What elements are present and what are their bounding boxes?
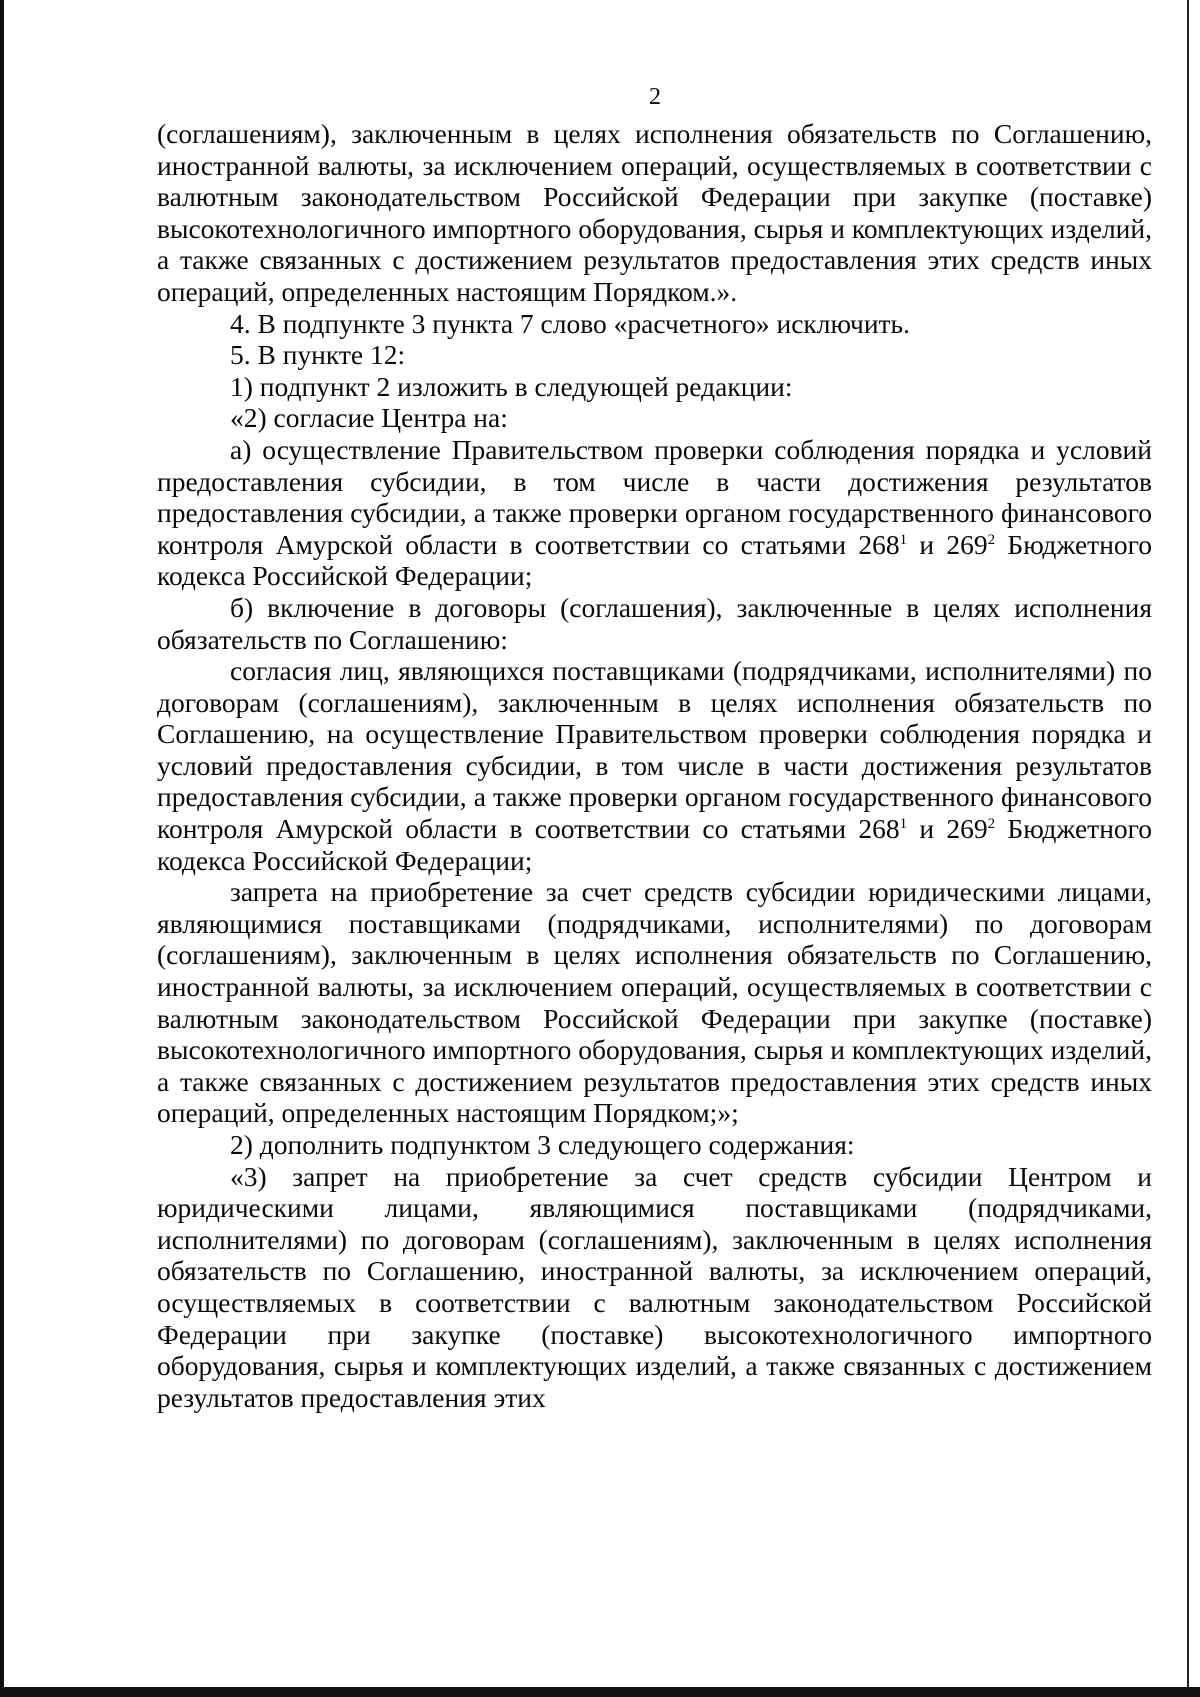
superscript: 1 xyxy=(899,531,908,548)
scan-bottom-edge xyxy=(0,1687,1200,1697)
scan-right-edge xyxy=(1187,0,1189,1697)
text-run: 4. В подпункте 3 пункта 7 слово «расчетного» исключить. xyxy=(230,307,910,339)
text-run: и 269 xyxy=(907,528,988,560)
paragraph xyxy=(157,1129,1152,1161)
paragraph xyxy=(157,308,1152,340)
document-body xyxy=(157,118,1152,1413)
text-run: «2) согласие Центра на: xyxy=(230,402,508,434)
paragraph xyxy=(157,371,1152,403)
text-run: Бюджетного кодекса Российской Федерации; xyxy=(157,813,1153,876)
superscript: 1 xyxy=(899,815,908,832)
superscript: 2 xyxy=(987,531,996,548)
paragraph xyxy=(157,876,1152,1129)
paragraph xyxy=(157,402,1152,434)
text-run: 5. В пункте 12: xyxy=(230,339,406,371)
text-run: Бюджетного кодекса Российской Федерации; xyxy=(157,528,1153,592)
text-run: и 269 xyxy=(907,813,988,845)
page-number: 2 xyxy=(649,84,661,110)
text-run: 2) дополнить подпунктом 3 следующего содержания: xyxy=(230,1129,855,1160)
paragraph xyxy=(157,592,1152,655)
text-run: согласия лиц, являющихся поставщиками (подрядчиками, исполнителями) по договорам (соглашениям), заключенным в целях исполнения обязательств по Соглашению, на осуществление Правительством проверки соблюдения порядка и условий предоставления субсидии, в том числе в части достижения результатов предоставления субсидии, а также проверки органом государственного финансового контроля Амурской области в соответствии со статьями 268 xyxy=(157,655,1152,845)
superscript: 2 xyxy=(987,815,996,832)
paragraph xyxy=(157,434,1152,592)
text-run: а) осуществление Правительством проверки соблюдения порядка и условий предоставления субсидии, в том числе в части достижения результатов предоставления субсидии, а также проверки органом государственного финансового контроля Амурской области в соответствии со статьями 268 xyxy=(157,433,1152,560)
text-run: (соглашениям), заключенным в целях исполнения обязательств по Соглашению, иностранной валюты, за исключением операций, осуществляемых в соответствии с валютным законодательством Российской Федерации при закупке (поставке) высокотехнологичного импортного оборудования, сырья и комплектующих изделий, а также связанных с достижением результатов предоставления этих средств иных операций, определенных настоящим Порядком.». xyxy=(157,118,1152,307)
scan-left-edge xyxy=(0,0,4,1697)
paragraph xyxy=(157,339,1152,371)
text-run: б) включение в договоры (соглашения), заключенные в целях исполнения обязательств по Соглашению: xyxy=(157,591,1152,655)
text-run: запрета на приобретение за счет средств субсидии юридическими лицами, являющимися поставщиками (подрядчиками, исполнителями) по договорам (соглашениям), заключенным в целях исполнения обязательств по Соглашению, иностранной валюты, за исключением операций, осуществляемых в соответствии с валютным законодательством Российской Федерации при закупке (поставке) высокотехнологичного импортного оборудования, сырья и комплектующих изделий, а также связанных с достижением результатов предоставления этих средств иных операций, определенных настоящим Порядком;»; xyxy=(157,876,1152,1129)
paragraph xyxy=(157,655,1152,876)
text-run: «3) запрет на приобретение за счет средств субсидии Центром и юридическими лицами, являющимися поставщиками (подрядчиками, исполнителями) по договорам (соглашениям), заключенным в целях исполнения обязательств по Соглашению, иностранной валюты, за исключением операций, осуществляемых в соответствии с валютным законодательством Российской Федерации при закупке (поставке) высокотехнологичного импортного оборудования, сырья и комплектующих изделий, а также связанных с достижением результатов предоставления этих xyxy=(157,1160,1152,1413)
paragraph xyxy=(157,1161,1152,1414)
text-run: 1) подпункт 2 изложить в следующей редакции: xyxy=(230,370,793,402)
paragraph xyxy=(157,118,1152,308)
